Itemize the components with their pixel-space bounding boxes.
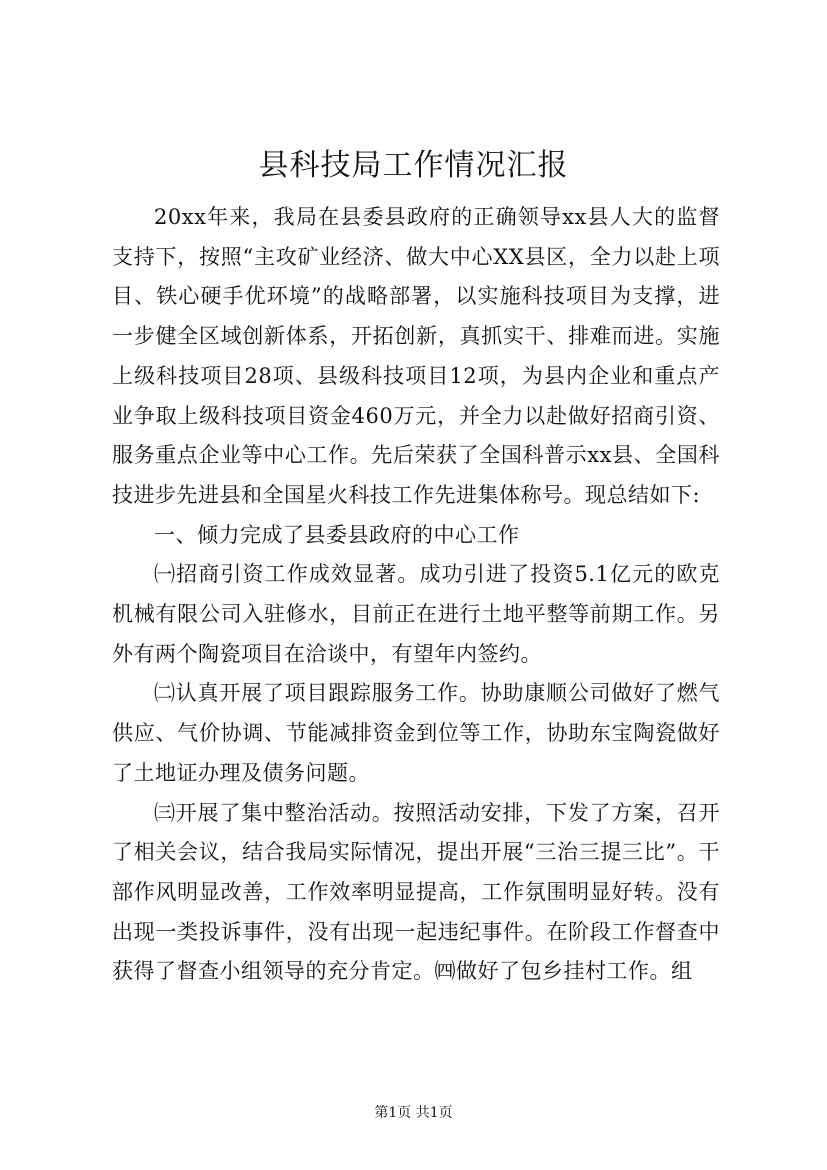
paragraph-item-3: ㈢开展了集中整治活动。按照活动安排，下发了方案，召开了相关会议，结合我局实际情况，提出开展“三治三提三比”。干部作风明显改善，工作效率明显提高，工作氛围明显好转。没有出现一类投诉事件，没有出现一起违纪事件。在阶段工作督查中获得了督查小组领导的充分肯定。㈣做好了包乡挂村工作。组 (112, 800, 720, 984)
paragraph-intro: 20xx年来，我局在县委县政府的正确领导xx县人大的监督支持下，按照“主攻矿业经济、做大中心XX县区，全力以赴上项目、铁心硬手优环境”的战略部署，以实施科技项目为支撑，进一步健全区域创新体系，开拓创新，真抓实干、排难而进。实施上级科技项目28项、县级科技项目12项，为县内企业和重点产业争取上级科技项目资金460万元，并全力以赴做好招商引资、服务重点企业等中心工作。先后荣获了全国科普示xx县、全国科技进步先进县和全国星火科技工作先进集体称号。现总结如下: (112, 205, 720, 507)
paragraph-item-1: ㈠招商引资工作成效显著。成功引进了投资5.1亿元的欧克机械有限公司入驻修水，目前正在进行土地平整等前期工作。另外有两个陶瓷项目在洽谈中，有望年内签约。 (112, 562, 720, 666)
document-body (112, 198, 720, 992)
section-heading-1: 一、倾力完成了县委县政府的中心工作 (154, 522, 520, 547)
paragraph-item-2: ㈡认真开展了项目跟踪服务工作。协助康顺公司做好了燃气供应、气价协调、节能减排资金到位等工作，协助东宝陶瓷做好了土地证办理及债务问题。 (112, 681, 720, 785)
document-title: 县科技局工作情况汇报 (258, 148, 569, 183)
page-footer: 第1页 共1页 (374, 1105, 453, 1121)
